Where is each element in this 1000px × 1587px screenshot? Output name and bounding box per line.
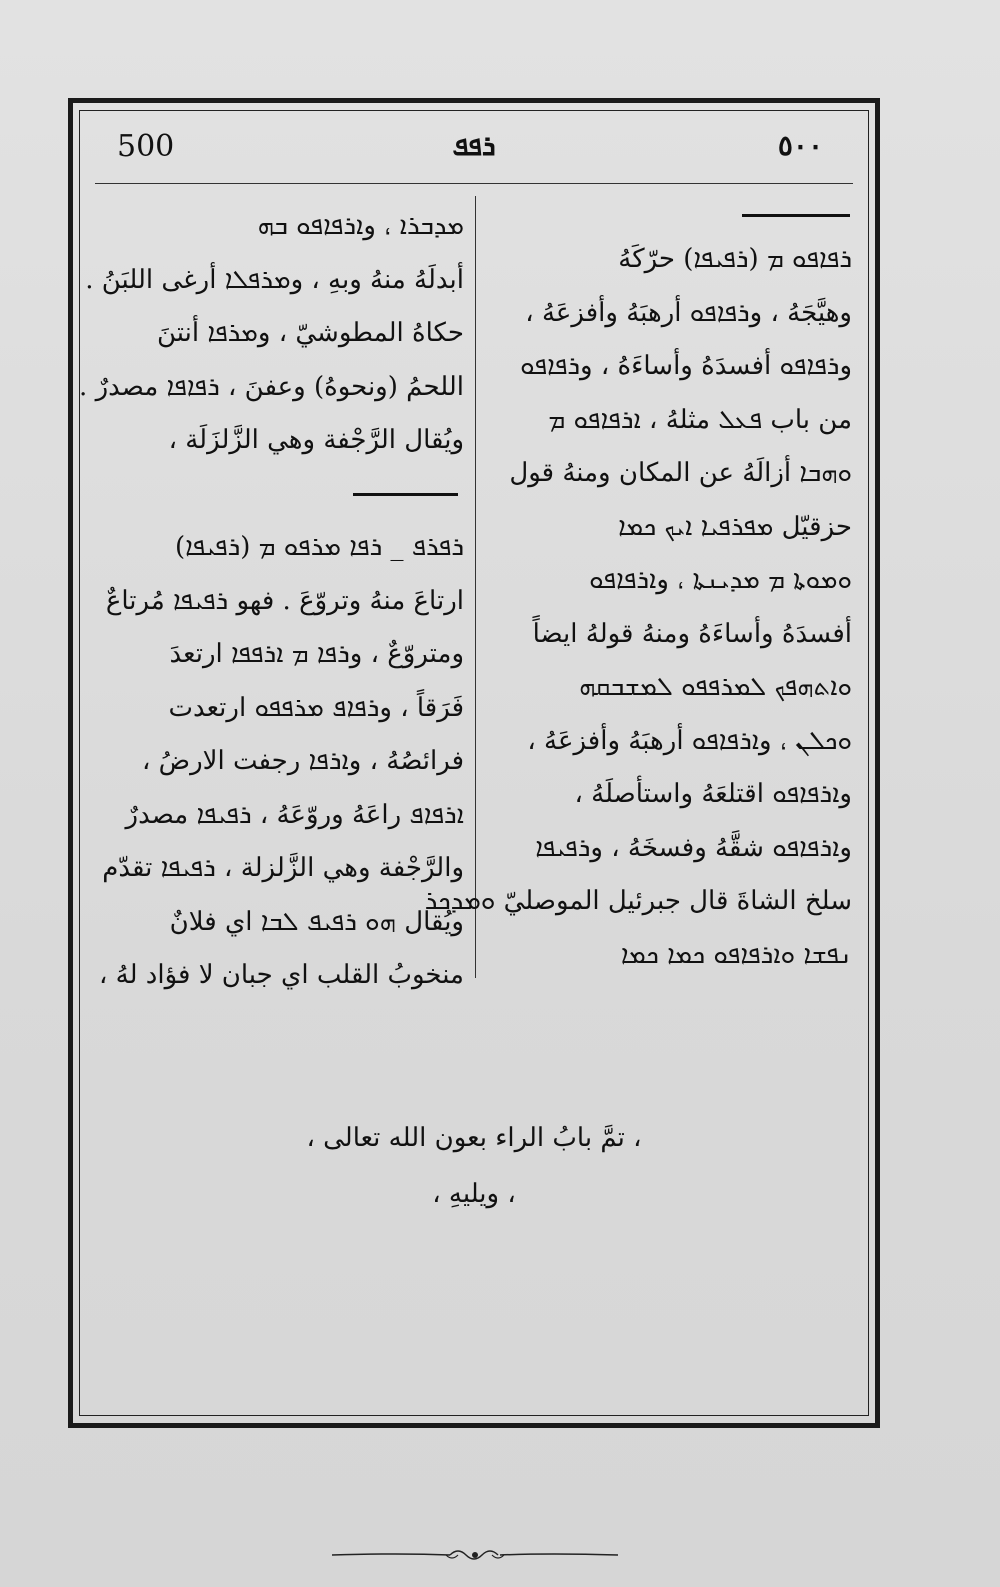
decorative-rule-ornament xyxy=(330,1540,620,1570)
text-line: وܐܪܦܐܦܘ شقَّهُ وفسخَهُ ، وܪܦܝܦܐ xyxy=(535,832,852,863)
text-line: ܐܪܦܐܦ راعَهُ وروّعَهُ ، ܪܦܝܦܐ مصدرٌ xyxy=(125,799,464,830)
text-line: وܐܪܦܐܦܘ اقتلعَهُ واستأصلَهُ ، xyxy=(574,779,852,809)
running-header xyxy=(95,125,853,175)
left-column xyxy=(79,200,464,1003)
text-line: والرَّجْفة وهي الزَّلزلة ، ܪܦܝܦܐ تقدّم xyxy=(102,853,464,883)
colophon xyxy=(95,1110,853,1222)
header-rule xyxy=(95,183,853,184)
text-line: حكاهُ المطوشيّ ، وܡܪܦܐ أنتنَ xyxy=(157,318,464,348)
text-line: ܢܦܫܐ ܘܐܪܦܐܦܘ ܟܡܐ ܟܡܐ xyxy=(620,939,852,970)
colophon-line-1: ، تمَّ بابُ الراء بعون الله تعالى ، xyxy=(306,1123,642,1153)
text-line: ومتروّعٌ ، وܪܦܐ ܡ ܐܪܦܦܐ ارتعدَ xyxy=(169,639,464,669)
text-line: منخوبُ القلب اي جبان لا فؤاد لهُ ، xyxy=(98,960,464,990)
colophon-line-2: ، ويليهِ ، xyxy=(432,1179,516,1209)
text-line: من باب ܦܥܠ مثلهُ ، ܐܪܦܐܦܘ ܡ xyxy=(548,404,852,435)
text-line: أفسدَهُ وأساءَهُ ومنهُ قولهُ ايضاً xyxy=(532,618,852,649)
text-line: وܪܦܐܦܘ أفسدَهُ وأساءَهُ ، وܪܦܐܦܘ xyxy=(520,351,852,381)
entry-gap xyxy=(92,468,464,522)
page-number-arabic: ٥٠٠ xyxy=(777,129,823,162)
right-column xyxy=(424,233,852,982)
text-line: ويُقال ܗܘ ܪܦܝܦ ܠܒܐ اي فلانٌ xyxy=(169,906,464,937)
text-line: ܘܐܬܗܦܟ ܠܡܪܦܦܘ ܠܡܫܒܩܗ xyxy=(579,672,852,702)
text-line: فَرَقاً ، وܪܦܐܦ ܡܪܦܦܘ ارتعدت xyxy=(168,692,464,723)
page-number-latin: 500 xyxy=(117,129,175,164)
text-line: ܡܕܒܪܐ ، وܐܪܦܐܦܘ ܒܗ xyxy=(257,211,464,241)
running-title: ܪܦܦ xyxy=(452,129,496,162)
text-line: اللحمُ (ونحوهُ) وعفنَ ، ܪܦܐܦܐ مصدرٌ . xyxy=(79,371,464,402)
text-line: ܪܦܪܦ _ ܪܦܐ ܡܪܦܘ ܡ (ܪܦܝܦܐ) xyxy=(174,532,464,562)
text-line: حزقيّل ܡܦܪܦܝܐ ܐܝܟ ܟܡܐ xyxy=(618,511,852,542)
text-line: سلخ الشاةَ قال جبرئيل الموصليّ ܘܡܕܟܪ xyxy=(424,886,852,916)
text-line: ܘܟܠܢ ، وܐܪܦܐܦܘ أرهبَهُ وأفزعَهُ ، xyxy=(527,725,852,756)
text-line: ارتاعَ منهُ وتروّعَ . فهو ܪܦܝܦܐ مُرتاعٌ xyxy=(105,585,464,616)
text-line: أبدلَهُ منهُ وبهِ ، وܡܪܦܠܐ أرغى اللبَنُ . xyxy=(85,264,464,295)
text-line: وهيَّجَهُ ، وܪܦܐܦܘ أرهبَهُ وأفزعَهُ ، xyxy=(525,297,852,328)
text-line: ܪܦܐܦܘ ܡ (ܪܦܝܦܐ) حرّكَهُ xyxy=(618,244,852,274)
column-divider xyxy=(475,196,476,978)
text-line: ܘܗܒܐ أزالَهُ عن المكان ومنهُ قول xyxy=(509,458,852,488)
entry-separator-right xyxy=(742,214,850,217)
text-line: ܘܡܘܬܐ ܡ ܡܕܝܢܬܐ ، وܐܪܦܐܦܘ xyxy=(589,565,852,595)
text-line: فرائصُهُ ، وܐܪܦܐ رجفت الارضُ ، xyxy=(142,746,464,776)
text-line: ويُقال الرَّجْفة وهي الزَّلزَلَة ، xyxy=(168,425,464,455)
